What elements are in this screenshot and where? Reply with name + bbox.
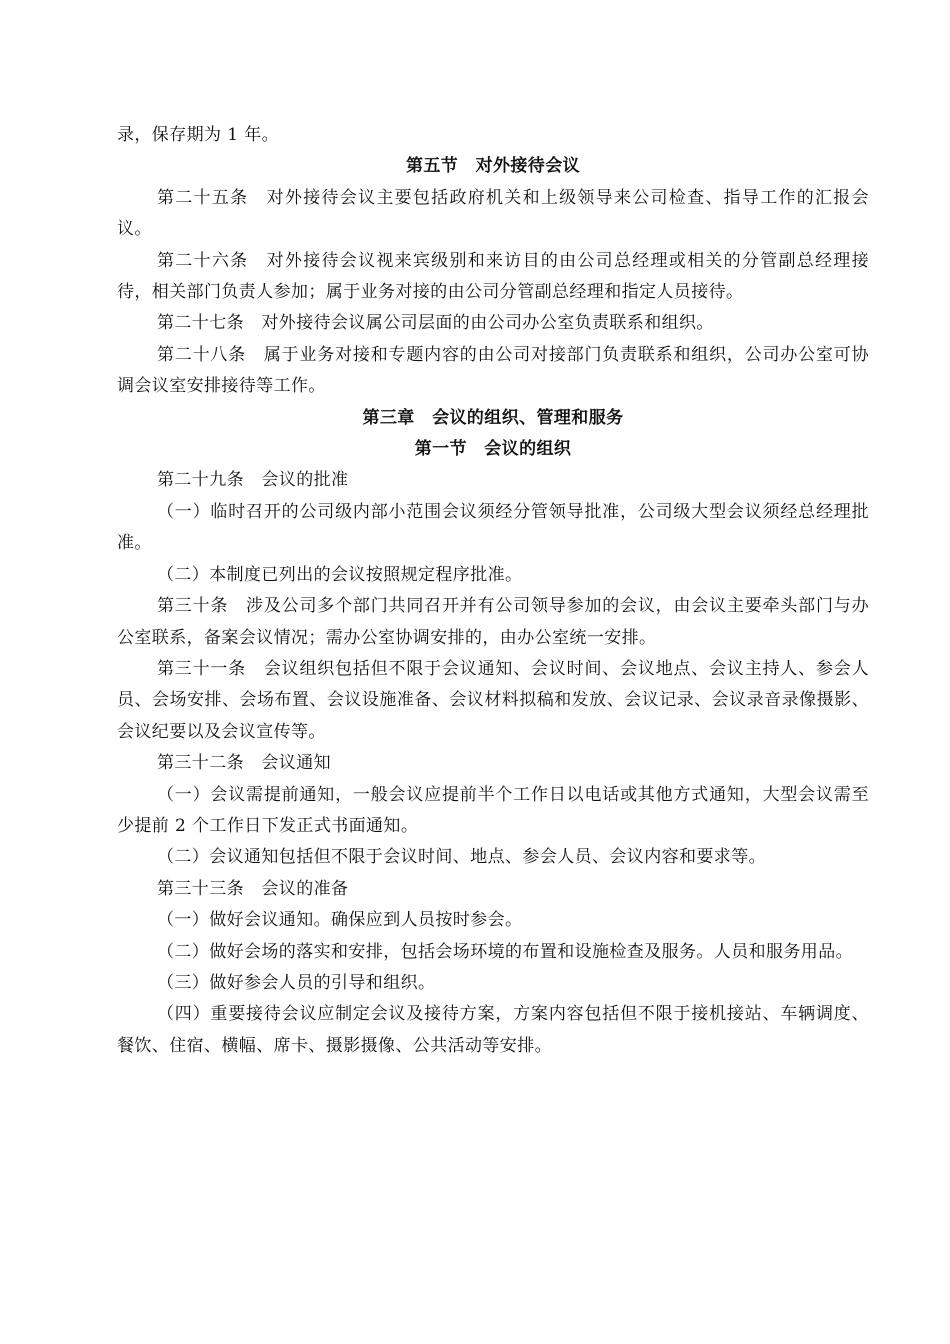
document-body bbox=[117, 120, 869, 1062]
chapter-heading-3: 第三章 会议的组织、管理和服务 bbox=[362, 407, 624, 428]
article-33: 第三十三条 会议的准备 bbox=[157, 878, 349, 899]
article-32: 第三十二条 会议通知 bbox=[157, 753, 331, 774]
article-29: 第二十九条 会议的批准 bbox=[157, 470, 349, 491]
section-heading-1: 第一节 会议的组织 bbox=[414, 439, 572, 460]
article-29-item-2: （二）本制度已列出的会议按照规定程序批准。 bbox=[157, 564, 523, 585]
article-28: 第二十八条 属于业务对接和专题内容的由公司对接部门负责联系和组织，公司办公室可协调会议室安排接待等工作。 bbox=[117, 344, 869, 397]
article-32-item-1: （一）会议需提前通知，一般会议应提前半个工作日以电话或其他方式通知，大型会议需至少提前 2 个工作日下发正式书面通知。 bbox=[117, 784, 869, 836]
section-heading-5: 第五节 对外接待会议 bbox=[406, 156, 580, 177]
article-25: 第二十五条 对外接待会议主要包括政府机关和上级领导来公司检查、指导工作的汇报会议。 bbox=[117, 187, 869, 240]
article-30: 第三十条 涉及公司多个部门共同召开并有公司领导参加的会议，由会议主要牵头部门与办公室联系，备案会议情况；需办公室协调安排的，由办公室统一安排。 bbox=[117, 596, 869, 648]
article-31: 第三十一条 会议组织包括但不限于会议通知、会议时间、会议地点、会议主持人、参会人员、会场安排、会场布置、会议设施准备、会议材料拟稿和发放、会议记录、会议录音录像摄影、会议纪要以及会议宣传等。 bbox=[117, 658, 869, 742]
article-33-item-3: （三）做好参会人员的引导和组织。 bbox=[157, 972, 436, 993]
article-26: 第二十六条 对外接待会议视来宾级别和来访目的由公司总经理或相关的分管副总经理接待，相关部门负责人参加；属于业务对接的由公司分管副总经理和指定人员接待。 bbox=[117, 250, 869, 303]
paragraph-continuation: 录，保存期为 1 年。 bbox=[117, 125, 280, 145]
article-29-item-1: （一）临时召开的公司级内部小范围会议须经分管领导批准，公司级大型会议须经总经理批准。 bbox=[117, 501, 869, 554]
article-27: 第二十七条 对外接待会议属公司层面的由公司办公室负责联系和组织。 bbox=[157, 313, 714, 334]
article-33-item-1: （一）做好会议通知。确保应到人员按时参会。 bbox=[157, 910, 523, 931]
article-33-item-2: （二）做好会场的落实和安排，包括会场环境的布置和设施检查及服务。人员和服务用品。 bbox=[157, 941, 853, 962]
article-32-item-2: （二）会议通知包括但不限于会议时间、地点、参会人员、会议内容和要求等。 bbox=[157, 847, 766, 868]
article-33-item-4: （四）重要接待会议应制定会议及接待方案，方案内容包括但不限于接机接站、车辆调度、餐饮、住宿、横幅、席卡、摄影摄像、公共活动等安排。 bbox=[117, 1004, 869, 1056]
